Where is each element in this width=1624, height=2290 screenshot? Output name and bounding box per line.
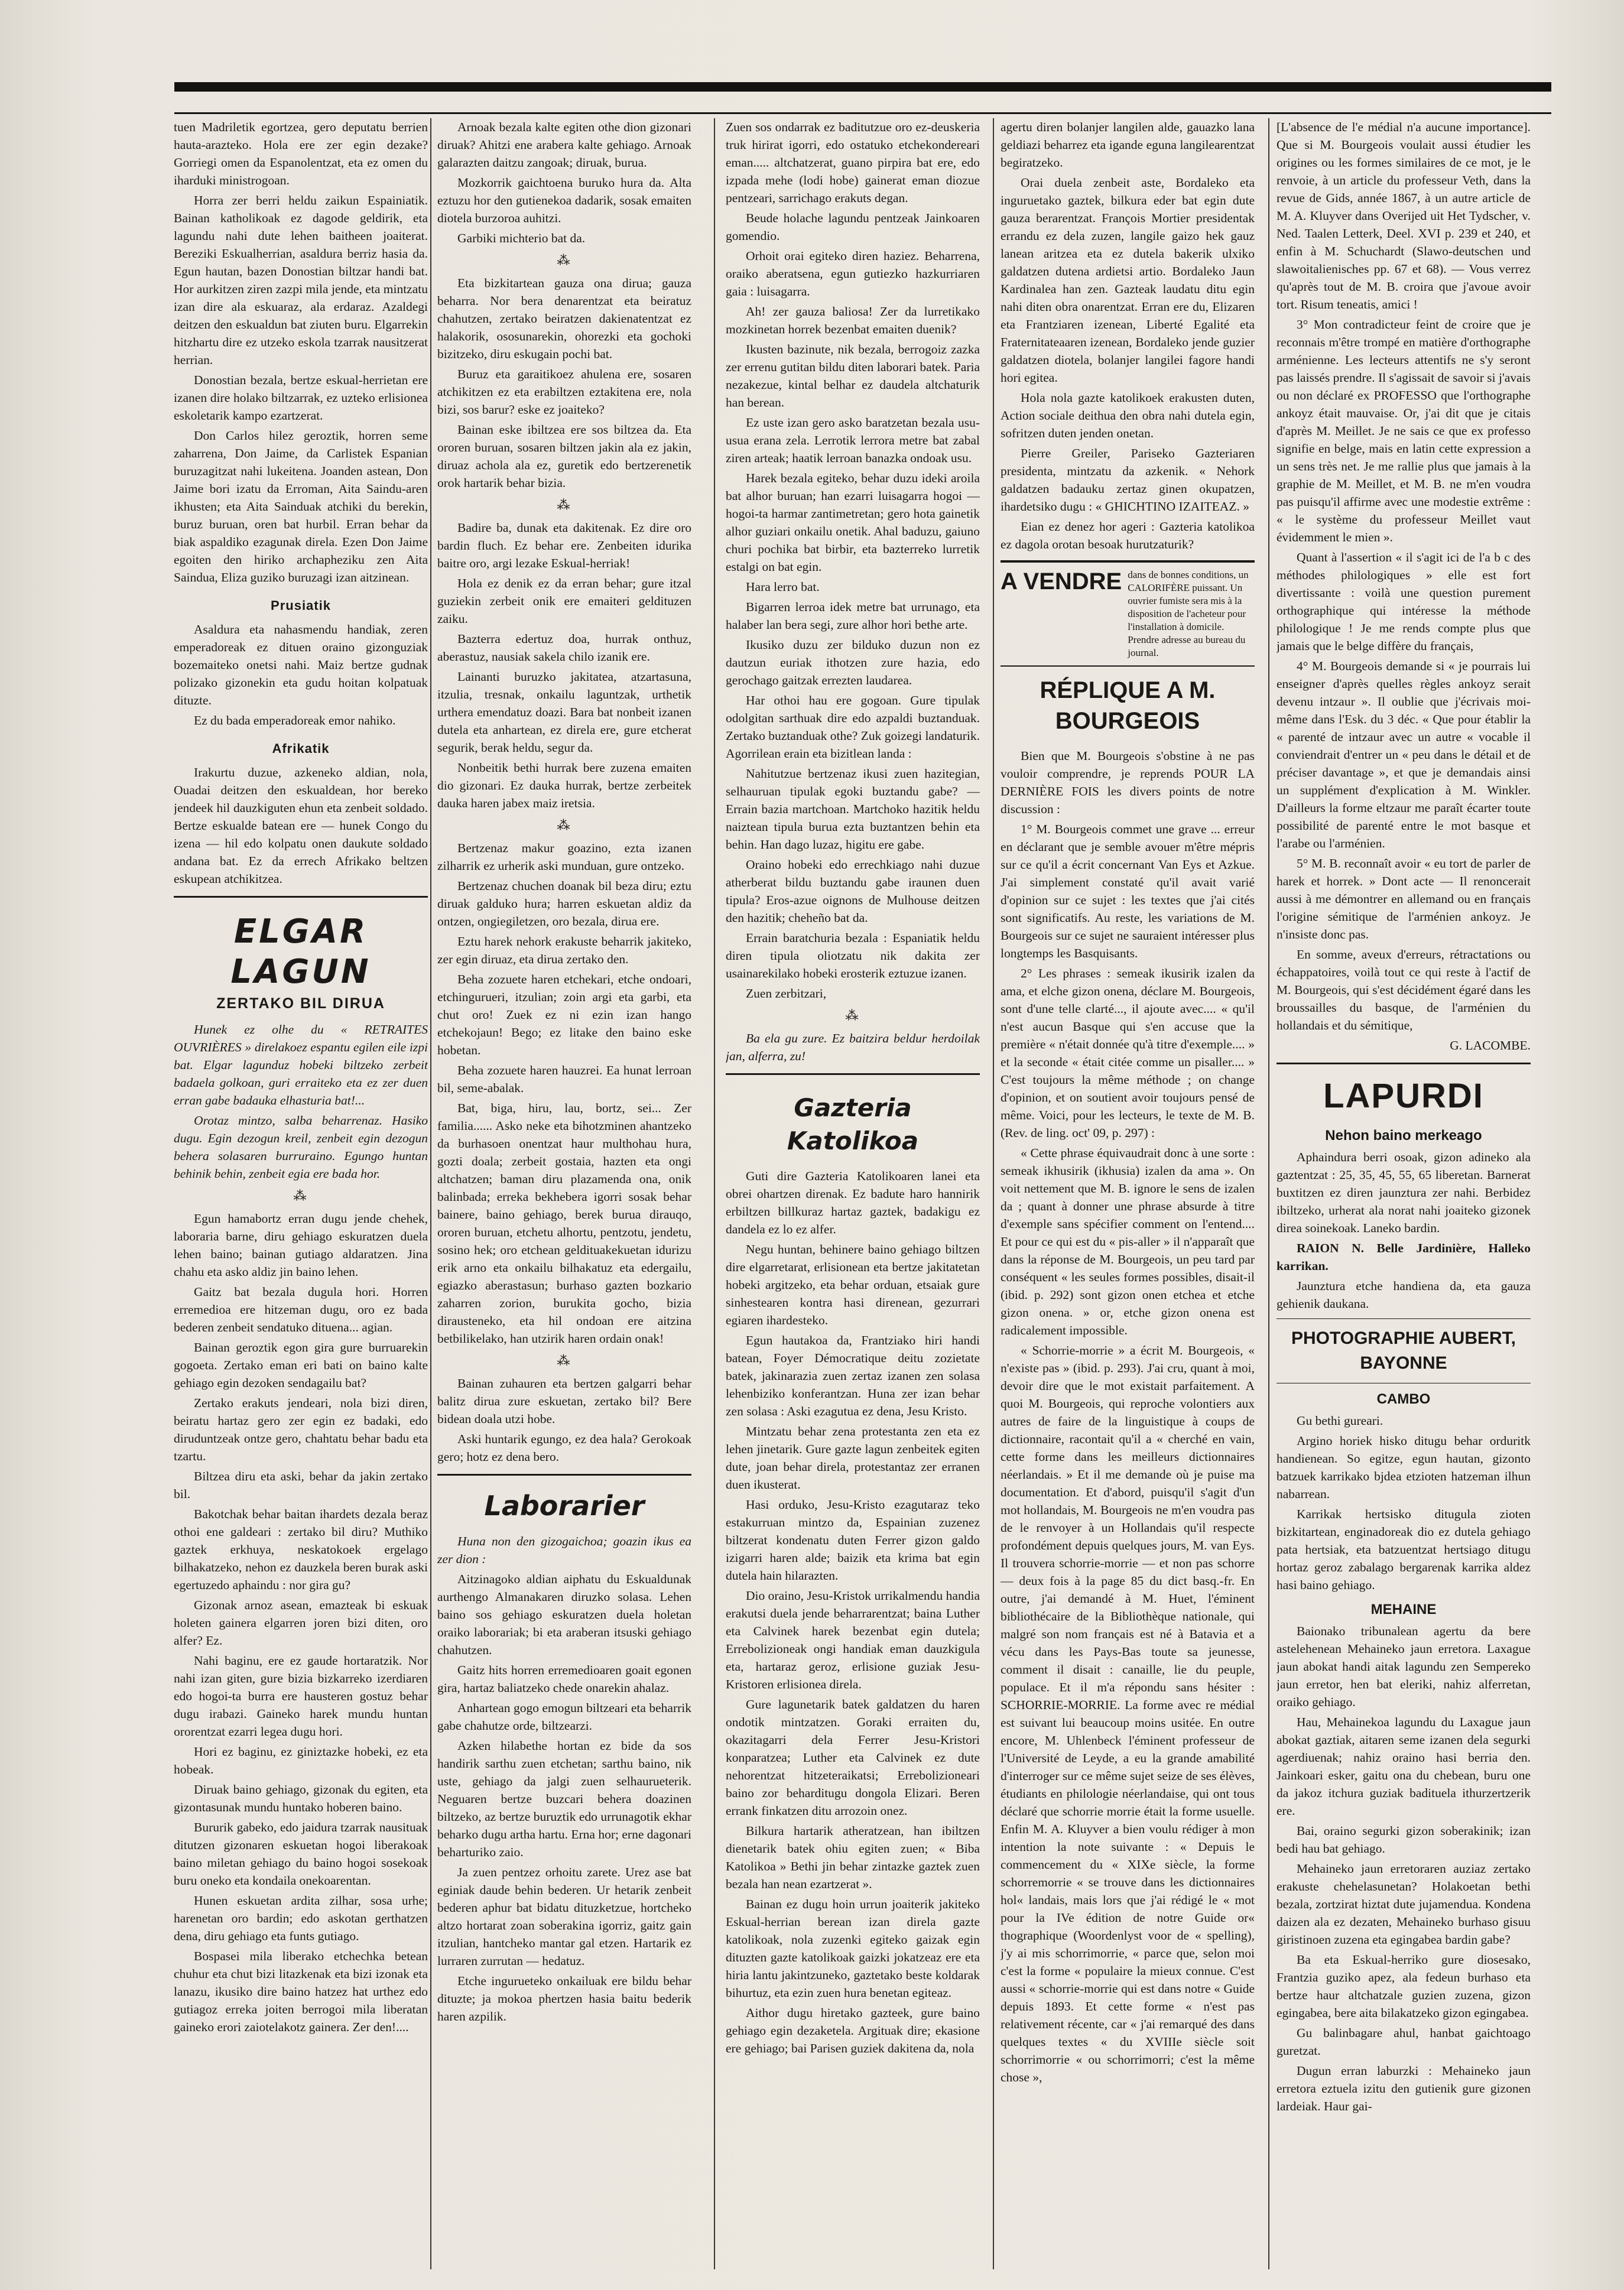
paragraph: Eian ez denez hor ageri : Gazteria katolikoa ez dagola orotan besoak hurutzaturik?	[1001, 519, 1255, 551]
signature: G. LACOMBE.	[1450, 1038, 1531, 1053]
paragraph: Oraino hobeki edo errechkiago nahi duzue atherberat bildu buztandu gabe iraunen duen tipula? Eros-azue oignons de Mulhouse deitzen den hazitik; cheheño bat da.	[726, 857, 980, 925]
paragraph: Ba eta Eskual-herriko gure diosesako, Frantzia guziko apez, ala fedeun burhaso eta bertze haur altchatzale guzien zuzena, gizon egingabea, bere aita bilakatzeko gizon egingabea.	[1277, 1953, 1531, 2020]
paragraph: Diruak baino gehiago, gizonak du egiten, eta gizontasunak mundu huntako hoberen baino.	[174, 1782, 428, 1814]
column-divider	[430, 118, 431, 2269]
paragraph: Nonbeitik bethi hurrak bere zuzena emaiten dio gizonari. Ez dauka hurrak, bertze zerbeitek dauka haren jabex maiz iretsia.	[437, 761, 691, 810]
paragraph: Hori ez baginu, ez giniztazke hobeki, ez eta hobeak.	[174, 1745, 428, 1776]
paragraph: 2° Les phrases : semeak ikusirik izalen da ama, et elche gizon onena, déclare M. Bourgeois, sont d'une telle clarté..., il ajoute avec.... « qu'il n'est aucun Basque qui s'en accuse que la première « n'était donnée qu'à titre d'exemple.... » et la seconde « était citée comme un pisaller.... » C'est toujours la même méthode ; on change d'opinion, et on soutient avoir toujours pensé de même. Voici, pour les lecteurs, le texte de M. B. (Rev. de ling. oct' 09, p. 297) :	[1001, 966, 1255, 1140]
section-heading: Prusiatik	[271, 598, 331, 613]
column-divider	[1268, 118, 1269, 2269]
section-heading: MEHAINE	[1370, 1602, 1437, 1617]
divider	[1277, 1318, 1531, 1319]
paragraph: Hasi orduko, Jesu-Kristo ezagutaraz teko estakurruan mintzo da, Espainian zuzenez biltzerat kondenatu duten Ferrer gizon galdo izigarri haren alde; baizik eta krima bat egin dutela hain hilarazten.	[726, 1498, 980, 1583]
paragraph: Bigarren lerroa idek metre bat urrunago, eta halaber lan bera segi, zure alhor hori bethe arte.	[726, 600, 980, 632]
paragraph: Bainan geroztik egon gira gure burruarekin gogoeta. Zertako eman eri bati on baino kalte gehiago egin dezoken sendagailu bat?	[174, 1340, 428, 1390]
paragraph: Negu huntan, behinere baino gehiago biltzen dire elgarretarat, erlisionean eta bertze jakitatetan hobeki argitzeko, eta behar orduan, etsaiak gure sinhestearen kontra hasi direnean, gezurrari egiaren ihardesteko.	[726, 1242, 980, 1327]
paragraph: Badire ba, dunak eta dakitenak. Ez dire oro bardin fluch. Ez behar ere. Zenbeiten idurika baitre oro, argi lezake Eskual-herriak!	[437, 521, 691, 570]
top-rule	[174, 82, 1551, 92]
paragraph: Zuen zerbitzari,	[746, 986, 827, 1001]
paragraph: Karrikak hertsisko ditugula zioten bizkitartean, enginadoreak dio ez dutela gehiago pata hertsiak, eta batzuentzat hertsiago ditugu hortaz geroz zabalago bergarenak karrika aldez hasi baino gehiago.	[1277, 1507, 1531, 1592]
paragraph: Lainanti buruzko jakitatea, atzartasuna, itzulia, tresnak, onkailu laguntzak, urthetik urthera emendatuz doazi. Bara bat nonbeit izanen dutela eta anhartean, ez direla ere, gure etcherat segurik, berak heldu, segur da.	[437, 670, 691, 755]
paragraph: Donostian bezala, bertze eskual-herrietan ere izanen dire holako biltzarrak, ez uzteko erlisionea eskoletarik kampo ezartzerat.	[174, 373, 428, 423]
paragraph: 5° M. B. reconnaît avoir « eu tort de parler de harek et horrek. » Dont acte — Il renoncerait aussi à me démontrer en allemand ou en français l'origine sémitique de l'arménien ankoyz. Je n'insiste donc pas.	[1277, 856, 1531, 941]
paragraph: Nahi baginu, ere ez gaude hortaratzik. Nor nahi izan giten, gure bizia bizkarreko izerdiaren edo hogoi-ta burra ere hausteren gostuz behar dugu irabazi. Gaineko harek mundu huntan ororentzat ezarri legea dugu hori.	[174, 1654, 428, 1739]
replique-heading: RÉPLIQUE A M. BOURGEOIS	[1040, 677, 1216, 734]
paragraph: Arnoak bezala kalte egiten othe dion gizonari diruak? Ahitzi ene arabera kalte gehiago. Arnoak galarazten daitzu zangoak; diruak, burua.	[437, 120, 691, 170]
column-divider	[714, 118, 715, 2269]
paragraph: Pierre Greiler, Pariseko Gazteriaren presidenta, mintzatu da azkenik. « Nehork galdatzen badauku zertaz ginen okupatzen, ihardetsiko dugu : « GHICHTINO IZAITEAZ. »	[1001, 446, 1255, 514]
paragraph: Gaitz hits horren erremedioaren goait egonen gira, hartaz baliatzeko chede onarekin ahalaz.	[437, 1663, 691, 1695]
paragraph: Bilkura hartarik atheratzean, han ibiltzen dienetarik batek ohiu egiten zuen; « Biba Katolikoa » Bethi jin behar zintazke gaztek zuen bezala han nean ezartzerat ».	[726, 1824, 980, 1891]
paragraph: 3° Mon contradicteur feint de croire que je reconnais m'être trompé en matière d'orthographe arménienne. Les lecteurs attentifs ne s'y seront pas laissés prendre. Il s'agissait de savoir si j'avais ou non déclaré ex PROFESSO que l'orthographe ankoyz était mauvaise. Or, j'ai dit que je citais d'après M. Meillet. Je ne sais ce que ex professo signifie en belge, mais en latin cette expression a un sens très net. Je me rallie plus que jamais à la graphie de M. Meillet, et M. B. ne m'en voudra pas puisqu'il affirme avec une modestie extrême : « le système du professeur Meillet vaut évidemment le mien ».	[1277, 317, 1531, 544]
paragraph: Argino horiek hisko ditugu behar orduritk handienean. So egitze, egun hautan, gizonto batzuek karrikako bjdea etzioten hatzeman ilhun nabarrean.	[1277, 1434, 1531, 1501]
paragraph: Mozkorrik gaichtoena buruko hura da. Alta eztuzu hor den gutienekoa dadarik, sosak emaiten diotela burzoroa auhitzi.	[437, 176, 691, 225]
paragraph: agertu diren bolanjer langilen alde, gauazko lana geldiazi beharrez eta igande eguna langilearentzat begiratzeko.	[1001, 120, 1255, 170]
section-heading: Afrikatik	[272, 741, 330, 756]
paragraph: Bertzenaz makur goazino, ezta izanen zilharrik ez urherik aski munduan, gure ontzeko.	[437, 841, 691, 873]
column-3	[726, 118, 980, 2257]
paragraph: Beha zozuete haren hauzrei. Ea hunat lerroan bil, seme-abalak.	[437, 1063, 691, 1095]
section-heading: CAMBO	[1376, 1391, 1431, 1407]
paragraph: Quant à l'assertion « il s'agit ici de l'a b c des méthodes philologiques » elle est fort divertissante : voilà une question purement orthographique qui intéresse la méthode philologique ! Je me rends compte plus que jamais que le belge diffère du français,	[1277, 550, 1531, 653]
paragraph: Dugun erran laburzki : Mehaineko jaun erretora eztuela izitu den gutienik gure gizonen lardeiak. Haur gai-	[1277, 2064, 1531, 2113]
paragraph: Anhartean gogo emogun biltzeari eta beharrik gabe chahutze orde, biltzearzi.	[437, 1701, 691, 1733]
paragraph: Ikusten bazinute, nik bezala, berrogoiz zazka zer errenu gutitan bildu diten laborari batek. Paria nezakezue, kintal belhar ez daudela altchaturik han berean.	[726, 342, 980, 410]
paragraph: Asaldura eta nahasmendu handiak, zeren emperadoreak ez dituen oraino gizonguziak bozemaiteko onetsi nahi. Maiz bertze gudnak polizako gizonekin eta gudu hoitan kolpatuak dituzte.	[174, 622, 428, 707]
paragraph: Beude holache lagundu pentzeak Jainkoaren gomendio.	[726, 211, 980, 243]
paragraph: Azken hilabethe hortan ez bide da sos handirik sarthu zuen etchetan; sarthu baino, nik uste, gehiago da jalgi zuen selhaurueterik. Neguaren bertze buzcari behera doazinen biltzeko, az bertze buruztik edo urrunagotik ekhar beharko dugu artha hartu. Erna hor; erne dagonari beharturiko zaio.	[437, 1739, 691, 1859]
paragraph: Bainan ez dugu hoin urrun joaiterik jakiteko Eskual-herrian berean izan direla gazte katolikoak, nola zuzenki egiteko gaizak egin dituzten gazte katolikoak gaizki jokatzeaz ere eta hiria lantu jakintzuneko, gaztetako beste koldarak bihurtuz, eta ezin zuen hura benetan egiteaz.	[726, 1897, 980, 2000]
column-4	[1001, 118, 1255, 2257]
paragraph: 4° M. Bourgeois demande si « je pourrais lui enseigner d'après quelles règles ankoyz serait devenu intzaur ». Il oublie que j'écrivais moi-même dans l'Esk. du 3 déc. « Que pour établir la « parenté de intzaur avec un autre « vocable il conviendrait d'entrer un « peu dans le détail et de préciser davantage », et que je demandais ainsi un supplément d'explication à M. Winkler. D'ailleurs la forme eltzaur me paraît écarter toute possibilité de parenté entre le mot basque et l'arabe ou l'arménien.	[1277, 659, 1531, 850]
paragraph: Mintzatu behar zena protestanta zen eta ez lehen jinetarik. Gure gazte lagun zenbeitek egiten dute, joan behar direla, protestantaz zer erranen duen ikusterat.	[726, 1424, 980, 1492]
paragraph: Orai duela zenbeit aste, Bordaleko eta inguruetako gaztek, bilkura eder bat egin dute gauza berarentzat. François Mortier presidentak errandu ez dela zuzen, langile gaizo hek gauz lanean aritzea eta ez dutela bakerik ulxiko galdatzen dutena ardietsi artio. Bordaleko Jaun Kardinalea han zen. Gazteak laudatu ditu egin nahi diten obra onarentzat. Erran ere du, Elizaren eta Frantziaren izenean, Liberté Egalité eta Fraternitateaaren izenean, Bordaleko jende guzier galdatzen diotela, bolanjer langilei fagore handi hori egitea.	[1001, 176, 1255, 385]
paragraph: RAION N. Belle Jardinière, Halleko karrikan.	[1277, 1241, 1531, 1273]
paragraph: Baionako tribunalean agertu da bere astelehenean Mehaineko jaun erretora. Laxague jaun abokat handi aitak lagundu zen Sempereko jaun erretor, hen bat eleriki, nahiz alferretan, oraiko gehiago.	[1277, 1624, 1531, 1709]
paragraph: Bai, oraino segurki gizon soberakinik; izan bedi hau bat gehiago.	[1277, 1824, 1531, 1856]
paragraph: Biltzea diru eta aski, behar da jakin zertako bil.	[174, 1469, 428, 1501]
paragraph: Orhoit orai egiteko diren haziez. Beharrena, oraiko aberatsena, egun gutiezko hazkurriaren gaia : luisagarra.	[726, 249, 980, 298]
paragraph: Hola ez denik ez da erran behar; gure itzal guziekin zerbeit onik ere emaiteri geldituzen zaiku.	[437, 576, 691, 626]
paragraph: Gizonak arnoz asean, emazteak bi eskuak holeten gainera elgarren joren bizi diten, oro alfer? Ez.	[174, 1598, 428, 1648]
separator: ⁂	[557, 498, 572, 512]
paragraph: Zuen sos ondarrak ez baditutzue oro ez-deuskeria truk hirirat igorri, edo ostatuko etchekondereari eman..... altchatzerat, guano pirpira bat ere, edo izpada mehe (lodi hobe) gainerat eman diozue pentzeari, sarrichago erakuts degan.	[726, 120, 980, 205]
column-2	[437, 118, 691, 2257]
divider	[437, 1474, 691, 1476]
paragraph: Harek bezala egiteko, behar duzu ideki aroila bat alhor buruan; han ezarri luisagarra hogoi — hogoi-ta harmar zantimetretan; gero hota gainetik alhor guziari onkailu onetik. Ahal baduzu, gaiuno churi pochika bat birbir, eta bazterreko lurretik estalgi on bat egin.	[726, 471, 980, 574]
paragraph: Beha zozuete haren etchekari, etche ondoari, etchingurueri, itzulian; zoin argi eta garbi, eta chut oro! Zuek ez ni ezin izan hango etchekojaun! Bego; ez litake den baino eske hobetan.	[437, 972, 691, 1057]
paragraph: Bien que M. Bourgeois s'obstine à ne pas vouloir comprendre, je reprends POUR LA DERNIÈRE FOIS les divers points de notre discussion :	[1001, 749, 1255, 816]
paragraph: Bakotchak behar baitan ihardets dezala beraz othoi ene galdeari : zertako bil diru? Muthiko gaztek erkhuya, neskatokoek ergelago bilhakatzeko, nehon ez dauzkela beren burak aski egertuzedo aphaindu : nor gira gu?	[174, 1507, 428, 1592]
paragraph: Bainan zuhauren eta bertzen galgarri behar balitz dirua zure eskuetan, zertako bil? Bere bidean doala utzi hobe.	[437, 1376, 691, 1426]
paragraph: Bospasei mila liberako etchechka betean chuhur eta chut bizi litazkenak eta bizi izonak eta lanazu, ikusiko dire baino hatzez hat urthez edo gutiagoz erreka joiten berrogoi mila liberatan gaineko erori zaiotelakotz gainera. Zer den!....	[174, 1949, 428, 2034]
separator: ⁂	[845, 1008, 860, 1023]
paragraph: Aitzinagoko aldian aiphatu du Eskualdunak aurthengo Almanakaren diruzko solasa. Lehen baino sos gehiago eskuratzen duela holetan oraiko laborariak; bi eta araberan itsuski gehiago chahutzen.	[437, 1572, 691, 1657]
paragraph: 1° M. Bourgeois commet une grave ... erreur en déclarant que je semble avouer m'être mépris sur ce qu'il a écrit concernant Van Eys et Azkue. J'ai simplement constaté qu'il avait varié d'opinion sur ce sujet : les textes que j'ai cités sont significatifs. Au reste, les variations de M. Bourgeois sur ce sujet ne sauraient intéresser plus longtemps les Basquisants.	[1001, 822, 1255, 960]
separator: ⁂	[557, 1353, 572, 1368]
paragraph: Egun hautakoa da, Frantziako hiri handi batean, Foyer Démocratique deitu zozietate batek, jakinarazia zuen zertaz izanen zen solasa lehenbiziko konferantzan. Huna zer izan behar zen solasa : Aski ezagutua ez dena, Jesu Kristo.	[726, 1333, 980, 1418]
elgar-lagun-masthead	[174, 912, 428, 1012]
paragraph: Hara lerro bat.	[746, 580, 820, 594]
paragraph: Nahitutzue bertzenaz ikusi zuen hazitegian, selhauruan tipulak egoki buztandu gabe? — Errain bazia martchoan. Martchoko hazitik heldu naiztean tipula burua ezta buztantzen behin eta behin. Han dago luzaz, higitu ere gabe.	[726, 766, 980, 852]
closing-line: Ba ela gu zure. Ez baitzira beldur herdoilak jan, alferra, zu!	[726, 1031, 980, 1063]
paragraph: Ikusiko duzu zer bilduko duzun non ez dautzun euriak ithotzen zure hazia, edo gerochago gaitzak errezten laudarea.	[726, 638, 980, 687]
column-1	[174, 118, 428, 2257]
paragraph: Guti dire Gazteria Katolikoaren lanei eta obrei ohartzen direnak. Ez badute haro hannirik erbiltzen billkuraz hartaz gaztek, badakigu ez dandela ez lo ez alfer.	[726, 1169, 980, 1236]
paragraph: Eztu harek nehork erakuste beharrik jakiteko, zer egin diruaz, eta dirua zertako den.	[437, 934, 691, 966]
paragraph: Gu bethi gureari.	[1297, 1414, 1383, 1428]
paragraph: « Schorrie-morrie » a écrit M. Bourgeois, « n'existe pas » (ibid. p. 293). J'ai cru, quant à moi, devoir dire que le mot existait parfaitement. A quoi M. Bourgeois, qui reproche volontiers aux autres de faire de la linguistique à coups de dictionnaire, racontait qu'il a « cherché en vain, cette forme dans les meilleurs dictionnaires néerlandais. » Et il me demande où je puise ma documentation. Et d'abord, puisqu'il s'agit d'un mot hollandais, M. Bourgeois ne m'en voudra pas de le renvoyer à un Hollandais qu'il respecte profondément depuis quelques jours, M. van Eys. Il trouvera schorrie-morrie — et non pas schorre — deux fois à la page 85 du dict basq.-fr. En outre, j'ai demandé à M. Huet, l'éminent bibliothécaire de la Bibliothèque nationale, qui malgré son nom français est né à Batavia et a vécu dans les Pays-Bas toute sa jeunesse, comment il disait : canaille, lie du peuple, populace. Et il m'a répondu sans hésiter : SCHORRIE-MORRIE. La forme avec re médial est suivant lui beaucoup moins usitée. En outre encore, M. Uhlenbeck l'éminent professeur de l'Université de Leyde, a eu la grande amabilité d'interroger sur ce même sujet seize de ses élèves, étudiants en philologie néerlandaise, qui ont tous déclaré que schorrie morrie était la forme usuelle. Enfin M. A. Kluyver a bien voulu rédiger à mon intention la note suivante : « Depuis le commencement du « XIXe siècle, la forme schorremorrie « se trouve dans les dictionnaires hol« landais, mais lors que j'ai rédigé le « mot pour la IVe édition de notre Guide or« thographique (Woordenlyst voor de « spelling), j'y ai mis schorrimorrie, « parce que, selon moi c'est la forme « populaire la mieux connue. C'est aussi « schorrie-morrie qui est dans notre « Guide depuis 1893. Et cette forme « n'est pas relativement récente, car « j'ai remarqué des dans quelques textes « du XVIIIe siècle soit schorrimorrie « ou schorrimorri; c'est la même chose »,	[1001, 1343, 1255, 2084]
paragraph: Ez du bada emperadoreak emor nahiko.	[194, 713, 396, 727]
paragraph: Ah! zer gauza baliosa! Zer da lurretikako mozkinetan horrek bezenbat emaiten duenik?	[726, 304, 980, 336]
intro-paragraph: Hunek ez olhe du « RETRAITES OUVRIÈRES » direlakoez espantu egilen eile izpi bat. Elgar lagunduz hobeki biltzeko zerbeit badaela golkoan, guri erraiteko eta ez zer duen erran gabe badauka elhasturia bat!...	[174, 1022, 428, 1107]
separator: ⁂	[557, 818, 572, 833]
paragraph: Ez uste izan gero asko baratzetan bezala usu-usua erana zela. Lerrotik lerrora metre bat zabal ziren arteak; haatik lerroan banazka ondoak usu.	[726, 415, 980, 465]
paragraph: « Cette phrase équivaudrait donc à une sorte : semeak ikhusirik (ikhusia) izalen da ama ». On voit nettement que M. B. ignore le sens de izalen da ; quant à donner une phrase absurde à titre d'exemple sans spécifier comment on l'entend.... Et pour ce qui est du « pis-aller » il n'apparaît que dans la réponse de M. Bourgeois, un peu tard par conséquent « les seules formes possibles, disait-il (ibid. p. 292) sont gizon onen etchea et etche gizon onena. » or, etche gizon onena est radicalement impossible.	[1001, 1146, 1255, 1337]
paragraph: Gaitz bat bezala dugula hori. Horren erremedioa ere hitzeman dugu, oro ez bada bederen zenbeit sendatuko dituena... agian.	[174, 1285, 428, 1334]
paragraph: Hola nola gazte katolikoek erakusten duten, Action sociale deithua den obra nahi dutela egin, sofritzen duten jenden onetan.	[1001, 391, 1255, 440]
paragraph: tuen Madriletik egortzea, gero deputatu berrien hauta-arazteko. Hola ere zer egin dezake? Gorriegi omen da Espanolentzat, eta ez omen du iharduki ministrogoan.	[174, 120, 428, 187]
paragraph: [L'absence de l'e médial n'a aucune importance]. Que si M. Bourgeois voulait aussi étudier les origines ou les formes similaires de ce mot, je le renvoie, à un article du professeur Veth, dans la revue de Gids, année 1867, à un autre article de M. A. Kluyver dans Overijed uit Het Tydscher, v. Ned. Taalen Letterk, Deel. XVI p. 239 et 240, et enfin à M. Schuchardt (Slawo-deutschen und slawoitalienisches pp. 67 et 68). — Vous verrez qu'après tout de M. B. croira que j'avoue avoir tort. Risum teneatis, amici !	[1277, 120, 1531, 311]
separator: ⁂	[293, 1188, 308, 1203]
column-divider	[993, 118, 994, 2269]
intro-paragraph: Orotaz mintzo, salba beharrenaz. Hasiko dugu. Egin dezogun kreil, zenbeit egin dezogun behera solasaren burruraino. Egungo huntan behinik behin, zenbeit egia ere bada hor.	[174, 1113, 428, 1181]
paragraph: Zertako erakuts jendeari, nola bizi diren, beiratu hartaz gero zer egin ez badaki, edo diruduntzeak ontze gero, chahtatu behar badu eta tzartu.	[174, 1396, 428, 1463]
advertisement-heading: Nehon baino merkeago	[1325, 1128, 1482, 1144]
paragraph: Aphaindura berri osoak, gizon adineko ala gaztentzat : 25, 35, 45, 55, 65 liberetan. Barnerat buxtitzen ez diren jaunztura zer nahi. Berbidez ibiltzeko, urherat ala norat nahi joaiteko gizonek direa soinekoak. Laneko bardin.	[1277, 1150, 1531, 1235]
paragraph: Bururik gabeko, edo jaidura tzarrak nausituak ditutzen gizonaren eskuetan hogoi liberakoak baino miletan gehiago du baino hogoi sosekoak buru oneko eta kondaila onekoarentan.	[174, 1820, 428, 1888]
paragraph: Errain baratchuria bezala : Espaniatik heldu diren tipula oliotzatu nik dakita zer usainarekilako hobeki erosterik eztuzue izanen.	[726, 931, 980, 980]
paragraph: Bertzenaz chuchen doanak bil beza diru; eztu diruak galduko hura; harren eskuetan aldiz da ontzen, ongiegiletzen, oro bezala, dirua ere.	[437, 879, 691, 928]
paragraph: Bainan eske ibiltzea ere sos biltzea da. Eta ororen buruan, sosaren biltzen jakin ala ez jakin, diruaz achola ala ez, guretik edo bertzerenetik orok hartarik behar bizia.	[437, 423, 691, 490]
divider	[174, 896, 428, 898]
laborarier-heading: Laborarier	[484, 1490, 645, 1522]
gazteria-heading: Gazteria Katolikoa	[787, 1093, 919, 1155]
paragraph: Egun hamabortz erran dugu jende chehek, laboraria barne, diru gehiago eskuratzen duela lehen baino; bainan gutiago aldaratzen. Jina chahu eta asko aldiz jin baino lehen.	[174, 1211, 428, 1279]
intro-paragraph: Huna non den gizogaichoa; goazin ikus ea zer dion :	[437, 1534, 691, 1566]
masthead-subtitle: ZERTAKO BIL DIRUA	[216, 995, 385, 1012]
masthead-title: ELGAR LAGUN	[230, 912, 371, 991]
paragraph: En somme, aveux d'erreurs, rétractations ou échappatoires, voilà tout ce qui reste à l'actif de M. Bourgeois, qui s'est décidément égaré dans les broussailles du basque, de l'arménien du hollandais et du sémitique,	[1277, 947, 1531, 1032]
paragraph: Gure lagunetarik batek galdatzen du haren ondotik mintzatzen. Goraki erraiten du, okazitagarri dela Ferrer Jesu-Kristori konparatzea; Luther eta Calvinek ez dute nehorentzat hitzeteraikatsi; Errebolizioneari baino zor beharditugu dongola Elizari. Beren errank finkatzen ditu arrozoin onez.	[726, 1697, 980, 1818]
column-5	[1277, 118, 1531, 2257]
paragraph: Dio oraino, Jesu-Kristok urrikalmendu handia erakutsi duela jende beharrarentzat; baina Luther eta Calvinek harek bezenbat egin dutela; Errebolizioneak ongi handiak eman dauzkigula eta, hartaraz geroz, erlisione guziak Jesu-Kristoren erlisionea direla.	[726, 1589, 980, 1691]
paragraph: Aski huntarik egungo, ez dea hala? Gerokoak gero; hotz ez dena bero.	[437, 1432, 691, 1464]
paragraph: Ja zuen pentzez orhoitu zarete. Urez ase bat eginiak daude behin bederen. Ur hetarik zenbeit bederen aphur bat bidatu dituzketzue, hortcheko altzo hortarat zoan soberakina igorriz, gaitz gain itzulian, hantcheko mantar gal etzen. Hartarik ez lurraren zurrutan — hedatuz.	[437, 1865, 691, 1968]
paragraph: Eta bizkitartean gauza ona dirua; gauza beharra. Nor bera denarentzat eta beiratuz chahutzen, zertako beiratzen dakienatentzat ez halakorik, ososunarekin, ohorezki eta gochoki bizitzeko, diru eskugain pochi bat.	[437, 276, 691, 361]
paragraph: Aithor dugu hiretako gazteek, gure baino gehiago egin dezaketela. Argituak dire; ekasione ere gehiago; bai Parisen guziek dakitena da, nola	[726, 2006, 980, 2055]
divider	[726, 1073, 980, 1075]
paragraph: Horra zer berri heldu zaikun Espainiatik. Bainan katholikoak ez dagode geldirik, eta lagundu nahi dute lehen baitheen joaiterat. Bereziki Eskualherrian, asaldura berriz hasia da. Egun hautan, bazen Donostian biltzar handi bat. Hor aurkitzen ziren zazpi mila jende, eta mintzatu izan dire ala eskuaraz, ala erdaraz. Azaldegi deitzen den eskualdun bat ziuten buru. Elgarrekin hitzhartu dire ez utzeko eskola tzarrak nausitzerat herrian.	[174, 193, 428, 367]
lapurdi-heading: LAPURDI	[1323, 1077, 1484, 1115]
paragraph: Mehaineko jaun erretoraren auziaz zertako erakuste chehelasunetan? Holakoetan bethi bezala, zortzirat hiztat dute jujamendua. Kondena daizen ala ez dezaten, Mehaineko burhaso gisuu giristinoen zuzena eta egingabea bardin gabe?	[1277, 1862, 1531, 1947]
advertisement-text: dans de bonnes conditions, un CALORIFÈRE puissant. Un ouvrier fumiste sera mis à la disposition de l'acheteur pour l'installation à domicile. Prendre adresse au bureau du journal.	[1128, 569, 1249, 658]
paragraph: Irakurtu duzue, azkeneko aldian, nola, Ouadai deitzen den eskualdean, hor bereko jendeek hil dauzkiguten ehun eta zenbeit soldado. Bertze eskualde batean ere — hunek Congo du izena — hil edo kolpatu onen daukute soldado andana bat. Ez da errech Afrikako beltzen eskupean atchikitzea.	[174, 765, 428, 886]
advertisement-title: A VENDRE	[1001, 569, 1122, 595]
paragraph: Bazterra edertuz doa, hurrak onthuz, aberastuz, nausiak sakela chilo izanik ere.	[437, 632, 691, 664]
paragraph: Gu balinbagare ahul, hanbat gaichtoago guretzat.	[1277, 2026, 1531, 2058]
paragraph: Hunen eskuetan ardita zilhar, sosa urhe; harenetan oro bardin; edo askotan gerthatzen dena, diru gehiago eta funts gutiago.	[174, 1893, 428, 1943]
paragraph: Hau, Mehainekoa lagundu du Laxague jaun abokat gaztiak, aitaren seme izanen dela segurki agerdiuenak; nahiz oraino hasi berria den. Jainkoari esker, gaitu ona du chebean, buru one da jakoz itchura guziak badituela ithurzertzerik ere.	[1277, 1715, 1531, 1818]
a-vendre-advertisement	[1001, 560, 1255, 667]
paragraph: Bat, biga, hiru, lau, bortz, sei... Zer familia...... Asko neke eta bihotzminen ahantzeko da burhasoen onentzat haur multhohau hura, gozti doala; zerbeit gostaia, hazten eta ongi altchatzen; baman diru plazamenda ona, onik balinbada; erreka bekhebera igorri sosak behar bainere, baino gehiago, berek burua dirauqo, ororen buruan, etchetu alhortu, pentzotu, jendetu, sosino hek; oro etchean geldituakekuetan idurizu erik arno eta onkailu bilhakatuz eta edergailu, egiazko aberastasun; burhaso gazten bozkario zaharren zorion, burukita gocho, bizia dirausteneko, eta hil ondoan ere aitzina betbilikelako, han utzirik haren ordain onak!	[437, 1101, 691, 1346]
paragraph: Garbiki michterio bat da.	[457, 231, 586, 245]
photographie-heading: PHOTOGRAPHIE AUBERT, BAYONNE	[1291, 1328, 1516, 1373]
separator: ⁂	[557, 253, 572, 268]
paragraph: Buruz eta garaitikoez ahulena ere, sosaren atchikitzen ez eta erabiltzen eztakitena ere, nola bizi, sos barur? eske ez joaiteko?	[437, 367, 691, 417]
paragraph: Har othoi hau ere gogoan. Gure tipulak odolgitan sarthuak dire edo azpaldi buztanduak. Zertako buztanduak othe? Zuk goizegi landaturik. Agorrilean erain eta bizitlean landa :	[726, 693, 980, 761]
top-rule-thin	[174, 112, 1551, 114]
paragraph: Jaunztura etche handiena da, eta gauza gehienik daukana.	[1277, 1279, 1531, 1311]
divider	[1277, 1063, 1531, 1064]
paragraph: Etche ingurueteko onkailuak ere bildu behar dituzte; ja mokoa phertzen hasia baitu bederik haren azpilik.	[437, 1974, 691, 2023]
paragraph: Don Carlos hilez geroztik, horren seme zaharrena, Don Jaime, da Carlistek Espanian buruzagitzat nahi lukeitena. Joanden astean, Don Jaime bori izatu da Erroman, Aita Saindu-aren ikhusten; eta Aita Sainduak atchiki du berekin, buruz buruan, oren bat hurbil. Erran behar da biak aspaldiko ezagunak direla. Ezen Don Jaime egoiten den hiriko archapheziku zen Aita Saindua, Eliza guziko buruzagi izan aitzinean.	[174, 428, 428, 584]
